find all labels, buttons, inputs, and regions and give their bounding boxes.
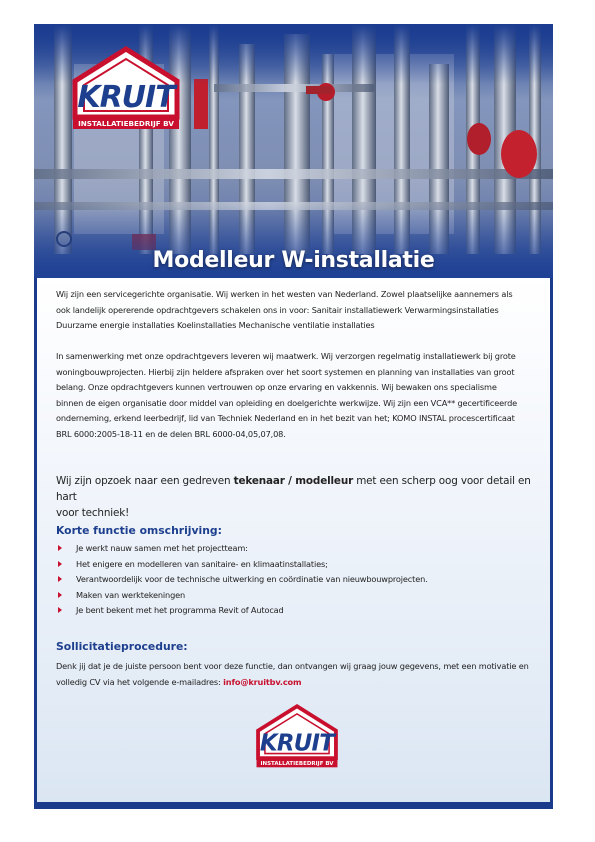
bullet-arrow-icon [58, 592, 62, 598]
logo-tagline: INSTALLATIEBEDRIJF BV [260, 761, 334, 768]
company-paragraph [56, 349, 536, 443]
bullet-arrow-icon [58, 607, 62, 613]
company-line: In samenwerking met onze opdrachtgevers leveren wij maatwerk. Wij verzorgen regelmatig installatiewerk bij grote [56, 351, 516, 361]
list-item [56, 588, 536, 604]
kruit-logo-icon [255, 702, 339, 770]
company-line: binnen de eigen organisatie door middel van opleiding en doelgerichte werkwijze. Wij zijn een VCA** gecertificeerde [56, 397, 518, 408]
function-heading: Korte functie omschrijving: [56, 524, 222, 537]
application-paragraph [56, 659, 536, 690]
vacancy-role: tekenaar / modelleur [233, 475, 354, 487]
company-line: onderneming, erkend leerbedrijf, lid van Techniek Nederland en in het bezit van het; KOMO INSTAL procescertificaat [56, 413, 515, 424]
logo-wordmark: KRUIT [77, 80, 175, 115]
list-item-text: Je werkt nauw samen met het projectteam: [76, 543, 248, 553]
list-item-text: Verantwoordelijk voor de technische uitwerking en coördinatie van nieuwbouwprojecten. [76, 574, 428, 584]
company-line: BRL 6000:2005-18-11 en de delen BRL 6000-04,05,07,08. [56, 428, 286, 439]
list-item [56, 557, 536, 573]
list-item-text: Je bent bekent met het programma Revit of Autocad [76, 605, 284, 615]
logo-tagline: INSTALLATIEBEDRIJF BV [78, 119, 174, 128]
intro-paragraph [56, 287, 536, 334]
vacancy-text: met een scherp oog voor detail en hart [56, 475, 531, 503]
bullet-arrow-icon [58, 561, 62, 567]
logo-wordmark: KRUIT [259, 730, 335, 757]
application-line: Denk jij dat je de juiste persoon bent voor deze functie, dan ontvangen wij graag jouw gegevens, met een motivatie en [56, 661, 529, 671]
vacancy-text: Wij zijn opzoek naar een gedreven [56, 475, 234, 487]
list-item [56, 603, 536, 619]
intro-line: Wij zijn een servicegerichte organisatie. Wij werken in het westen van Nederland. Zowel plaatselijke aannemers als [56, 289, 513, 299]
bullet-arrow-icon [58, 576, 62, 582]
intro-line: Duurzame energie installaties Koelinstallaties Mechanische ventilatie installaties [56, 320, 375, 331]
list-item-text: Het enigere en modelleren van sanitaire- en klimaatinstallaties; [76, 558, 328, 569]
function-list [56, 541, 536, 619]
application-line: volledig CV via het volgende e-mailadres: [56, 676, 224, 687]
company-logo-top [71, 45, 181, 135]
company-line: belang. Onze opdrachtgevers kunnen vertrouwen op onze ervaring en vakkennis. Wij bewaken ons specialisme [56, 382, 497, 393]
kruit-logo-icon [71, 45, 181, 131]
company-line: woningbouwprojecten. Hierbij zijn heldere afspraken over het soort systemen en planning van installaties van groot [56, 366, 515, 377]
list-item [56, 541, 536, 557]
list-item-text: Maken van werktekeningen [76, 589, 186, 600]
page-title: Modelleur W-installatie [152, 248, 435, 273]
bullet-arrow-icon [58, 545, 62, 551]
email-link[interactable]: info@kruitbv.com [223, 676, 302, 687]
application-heading: Sollicitatieprocedure: [56, 640, 188, 653]
intro-line: ook landelijk opererende opdrachtgevers schakelen ons in voor: Sanitair installatiewerk Verwarmingsinstallaties [56, 304, 499, 315]
vacancy-intro [56, 474, 544, 521]
vacancy-text: voor techniek! [56, 506, 130, 519]
list-item [56, 572, 536, 588]
company-logo-bottom [255, 702, 339, 774]
